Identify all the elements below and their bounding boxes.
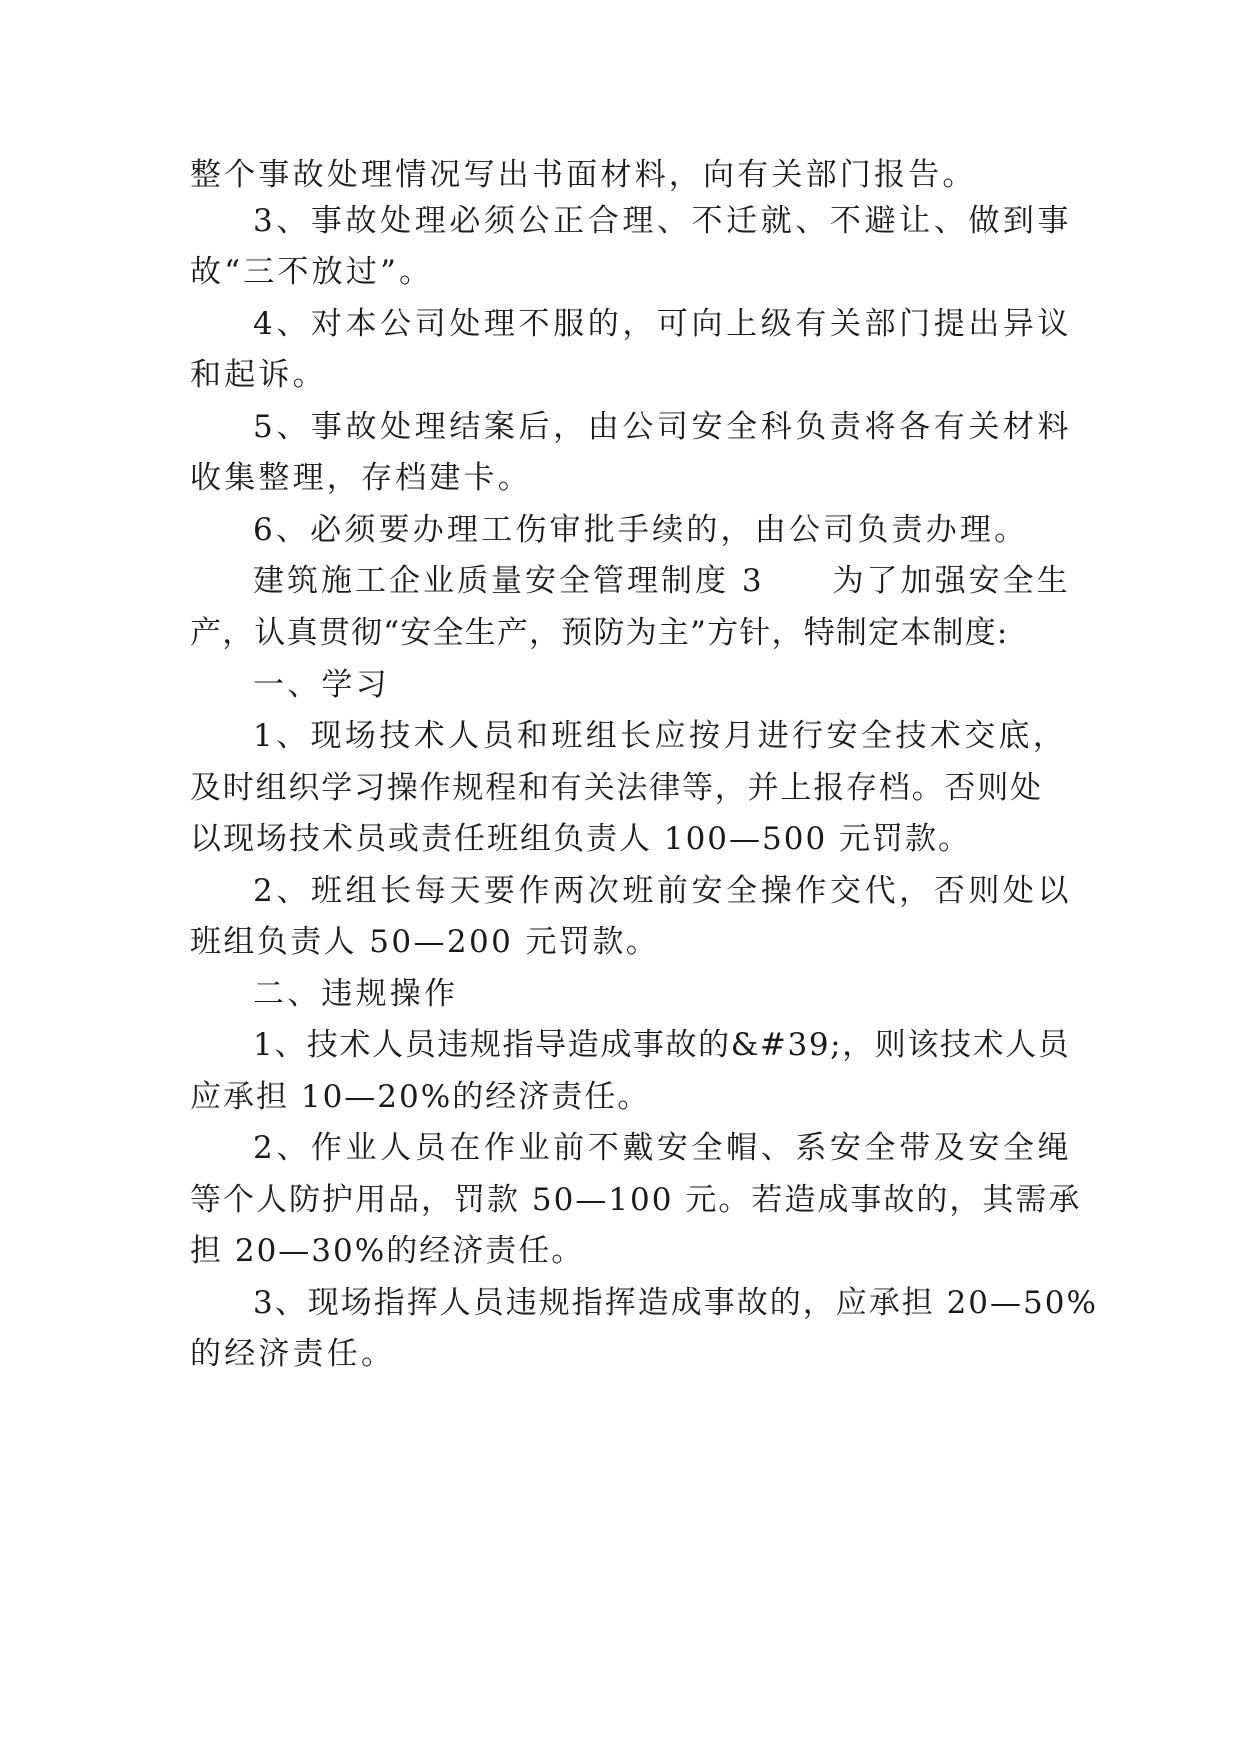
text-line: 3、事故处理必须公正合理、不迁就、不避让、做到事 <box>253 203 1073 239</box>
text-line: 产，认真贯彻“安全生产，预防为主”方针，特制定本制度: <box>190 615 1009 651</box>
text-line: 5、事故处理结案后，由公司安全科负责将各有关材料 <box>253 409 1073 445</box>
text-line: 的经济责任。 <box>190 1336 396 1372</box>
text-line: 2、作业人员在作业前不戴安全帽、系安全带及安全绳 <box>253 1130 1073 1166</box>
text-line: 建筑施工企业质量安全管理制度 3 为了加强安全生 <box>253 563 1071 599</box>
text-line: 3、现场指挥人员违规指挥造成事故的，应承担 20—50% <box>253 1285 1098 1321</box>
text-line: 1、技术人员违规指导造成事故的&#39;，则该技术人员 <box>253 1027 1071 1063</box>
text-line: 6、必须要办理工伤审批手续的，由公司负责办理。 <box>253 512 1029 548</box>
text-line: 4、对本公司处理不服的，可向上级有关部门提出异议 <box>253 306 1073 342</box>
text-line: 2、班组长每天要作两次班前安全操作交代，否则处以 <box>253 873 1073 909</box>
text-line: 收集整理，存档建卡。 <box>190 460 532 496</box>
text-line: 及时组织学习操作规程和有关法律等，并上报存档。否则处 <box>190 770 1043 806</box>
text-line: 等个人防护用品，罚款 50—100 元。若造成事故的，其需承 <box>190 1182 1082 1218</box>
text-line: 应承担 10—20%的经济责任。 <box>190 1079 651 1115</box>
text-line: 以现场技术员或责任班组负责人 100—500 元罚款。 <box>190 821 972 857</box>
text-line: 1、现场技术人员和班组长应按月进行安全技术交底， <box>253 718 1068 754</box>
text-line: 担 20—30%的经济责任。 <box>190 1233 585 1269</box>
text-line: 故“三不放过”。 <box>190 254 434 290</box>
text-line: 二、违规操作 <box>253 976 459 1012</box>
text-line: 一、学习 <box>253 667 390 703</box>
text-line: 班组负责人 50—200 元罚款。 <box>190 924 660 960</box>
text-line: 整个事故处理情况写出书面材料，向有关部门报告。 <box>190 157 977 193</box>
text-line: 和起诉。 <box>190 357 327 393</box>
